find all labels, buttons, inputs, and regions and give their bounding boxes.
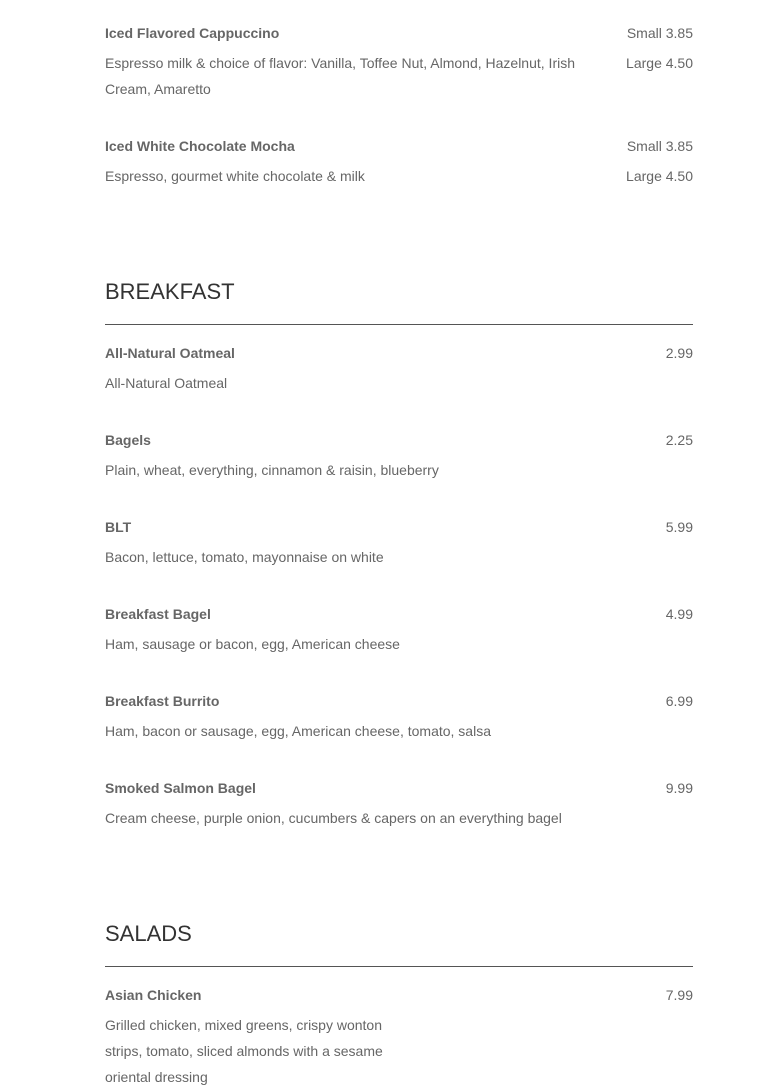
item-price: 5.99 [665, 519, 693, 535]
item-prices [626, 137, 693, 185]
item-price-large: Large 4.50 [626, 168, 693, 184]
item-name: BLT [105, 519, 132, 535]
menu-item [105, 605, 693, 657]
item-prices [666, 518, 693, 536]
item-price-small: Small 3.85 [626, 25, 693, 41]
item-prices [666, 431, 693, 449]
item-description: Espresso milk & choice of flavor: Vanilla, Toffee Nut, Almond, Hazelnut, Irish Cream, Amaretto [105, 55, 575, 97]
item-description: Plain, wheat, everything, cinnamon & raisin, blueberry [105, 462, 439, 478]
item-price: 2.25 [665, 432, 693, 448]
item-description: Ham, bacon or sausage, egg, American cheese, tomato, salsa [105, 723, 491, 739]
menu-item [105, 344, 693, 396]
menu-item [105, 518, 693, 570]
item-name: Asian Chicken [105, 987, 202, 1003]
item-description: Ham, sausage or bacon, egg, American cheese [105, 636, 400, 652]
item-name: Iced White Chocolate Mocha [105, 138, 295, 154]
menu-item [105, 779, 693, 831]
item-name: Breakfast Burrito [105, 693, 220, 709]
item-description: Bacon, lettuce, tomato, mayonnaise on white [105, 549, 384, 565]
item-prices [666, 692, 693, 710]
item-price-small: Small 3.85 [626, 138, 693, 154]
item-name: Iced Flavored Cappuccino [105, 25, 280, 41]
item-price: 4.99 [665, 606, 693, 622]
section-divider [105, 966, 693, 967]
item-name: Smoked Salmon Bagel [105, 780, 256, 796]
item-name: Breakfast Bagel [105, 606, 211, 622]
menu-item [105, 431, 693, 483]
item-name: All-Natural Oatmeal [105, 345, 235, 361]
item-description: Espresso, gourmet white chocolate & milk [105, 168, 365, 184]
item-prices [666, 779, 693, 797]
item-description: All-Natural Oatmeal [105, 375, 228, 391]
menu-item [105, 692, 693, 744]
item-prices [666, 344, 693, 362]
item-price: 2.99 [665, 345, 693, 361]
item-price: 7.99 [665, 987, 693, 1003]
item-price: 6.99 [665, 693, 693, 709]
section-title-breakfast: BREAKFAST [105, 279, 235, 304]
item-prices [666, 605, 693, 623]
item-description: Grilled chicken, mixed greens, crispy wonton strips, tomato, sliced almonds with a sesame oriental dressing [105, 1017, 383, 1085]
item-name: Bagels [105, 432, 151, 448]
menu-item [105, 986, 693, 1090]
menu-item [105, 137, 693, 189]
section-divider [105, 324, 693, 325]
item-price: 9.99 [665, 780, 693, 796]
section-title-salads: SALADS [105, 921, 192, 946]
item-price-large: Large 4.50 [626, 55, 693, 71]
menu-item [105, 24, 693, 102]
item-prices [626, 24, 693, 72]
item-description: Cream cheese, purple onion, cucumbers & capers on an everything bagel [105, 810, 562, 826]
item-prices [666, 986, 693, 1004]
